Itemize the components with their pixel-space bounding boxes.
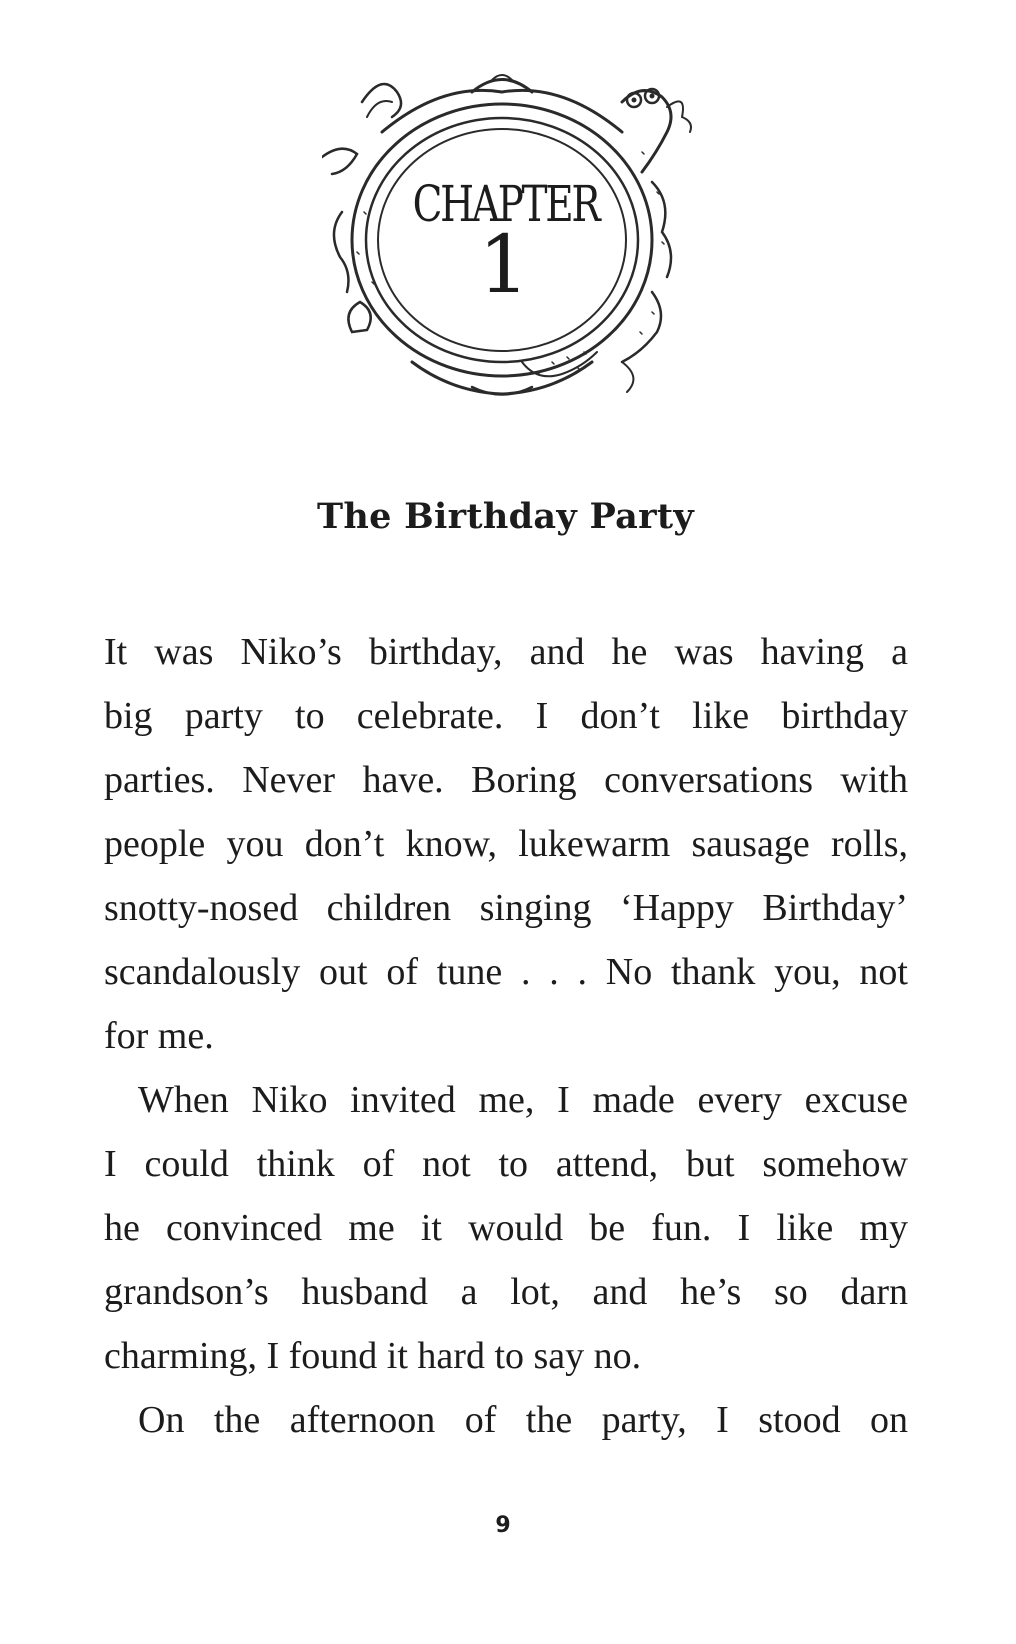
text-line: On the afternoon of the party, I stood on xyxy=(138,1399,908,1441)
chapter-number: 1 xyxy=(478,218,530,311)
chapter-title: The Birthday Party xyxy=(317,496,694,537)
text-line: When Niko invited me, I made every excuse xyxy=(138,1079,908,1121)
chapter-label: CHAPTER xyxy=(412,175,599,233)
text-line: big party to celebrate. I don’t like birthday xyxy=(104,695,908,737)
text-line: snotty-nosed children singing ‘Happy Birthday’ xyxy=(104,887,908,929)
text-line: for me. xyxy=(104,1015,214,1057)
text-line: parties. Never have. Boring conversations with xyxy=(104,759,908,801)
text-line: It was Niko’s birthday, and he was having a xyxy=(104,631,908,673)
text-line: people you don’t know, lukewarm sausage rolls, xyxy=(104,823,908,865)
page-number: 9 xyxy=(495,1513,511,1538)
text-line: charming, I found it hard to say no. xyxy=(104,1335,642,1377)
chapter-body xyxy=(104,620,908,1452)
text-line: grandson’s husband a lot, and he’s so darn xyxy=(104,1271,908,1313)
text-line: I could think of not to attend, but somehow xyxy=(104,1143,908,1185)
text-line: he convinced me it would be fun. I like my xyxy=(104,1207,908,1249)
text-line: scandalously out of tune . . . No thank you, not xyxy=(104,951,908,993)
